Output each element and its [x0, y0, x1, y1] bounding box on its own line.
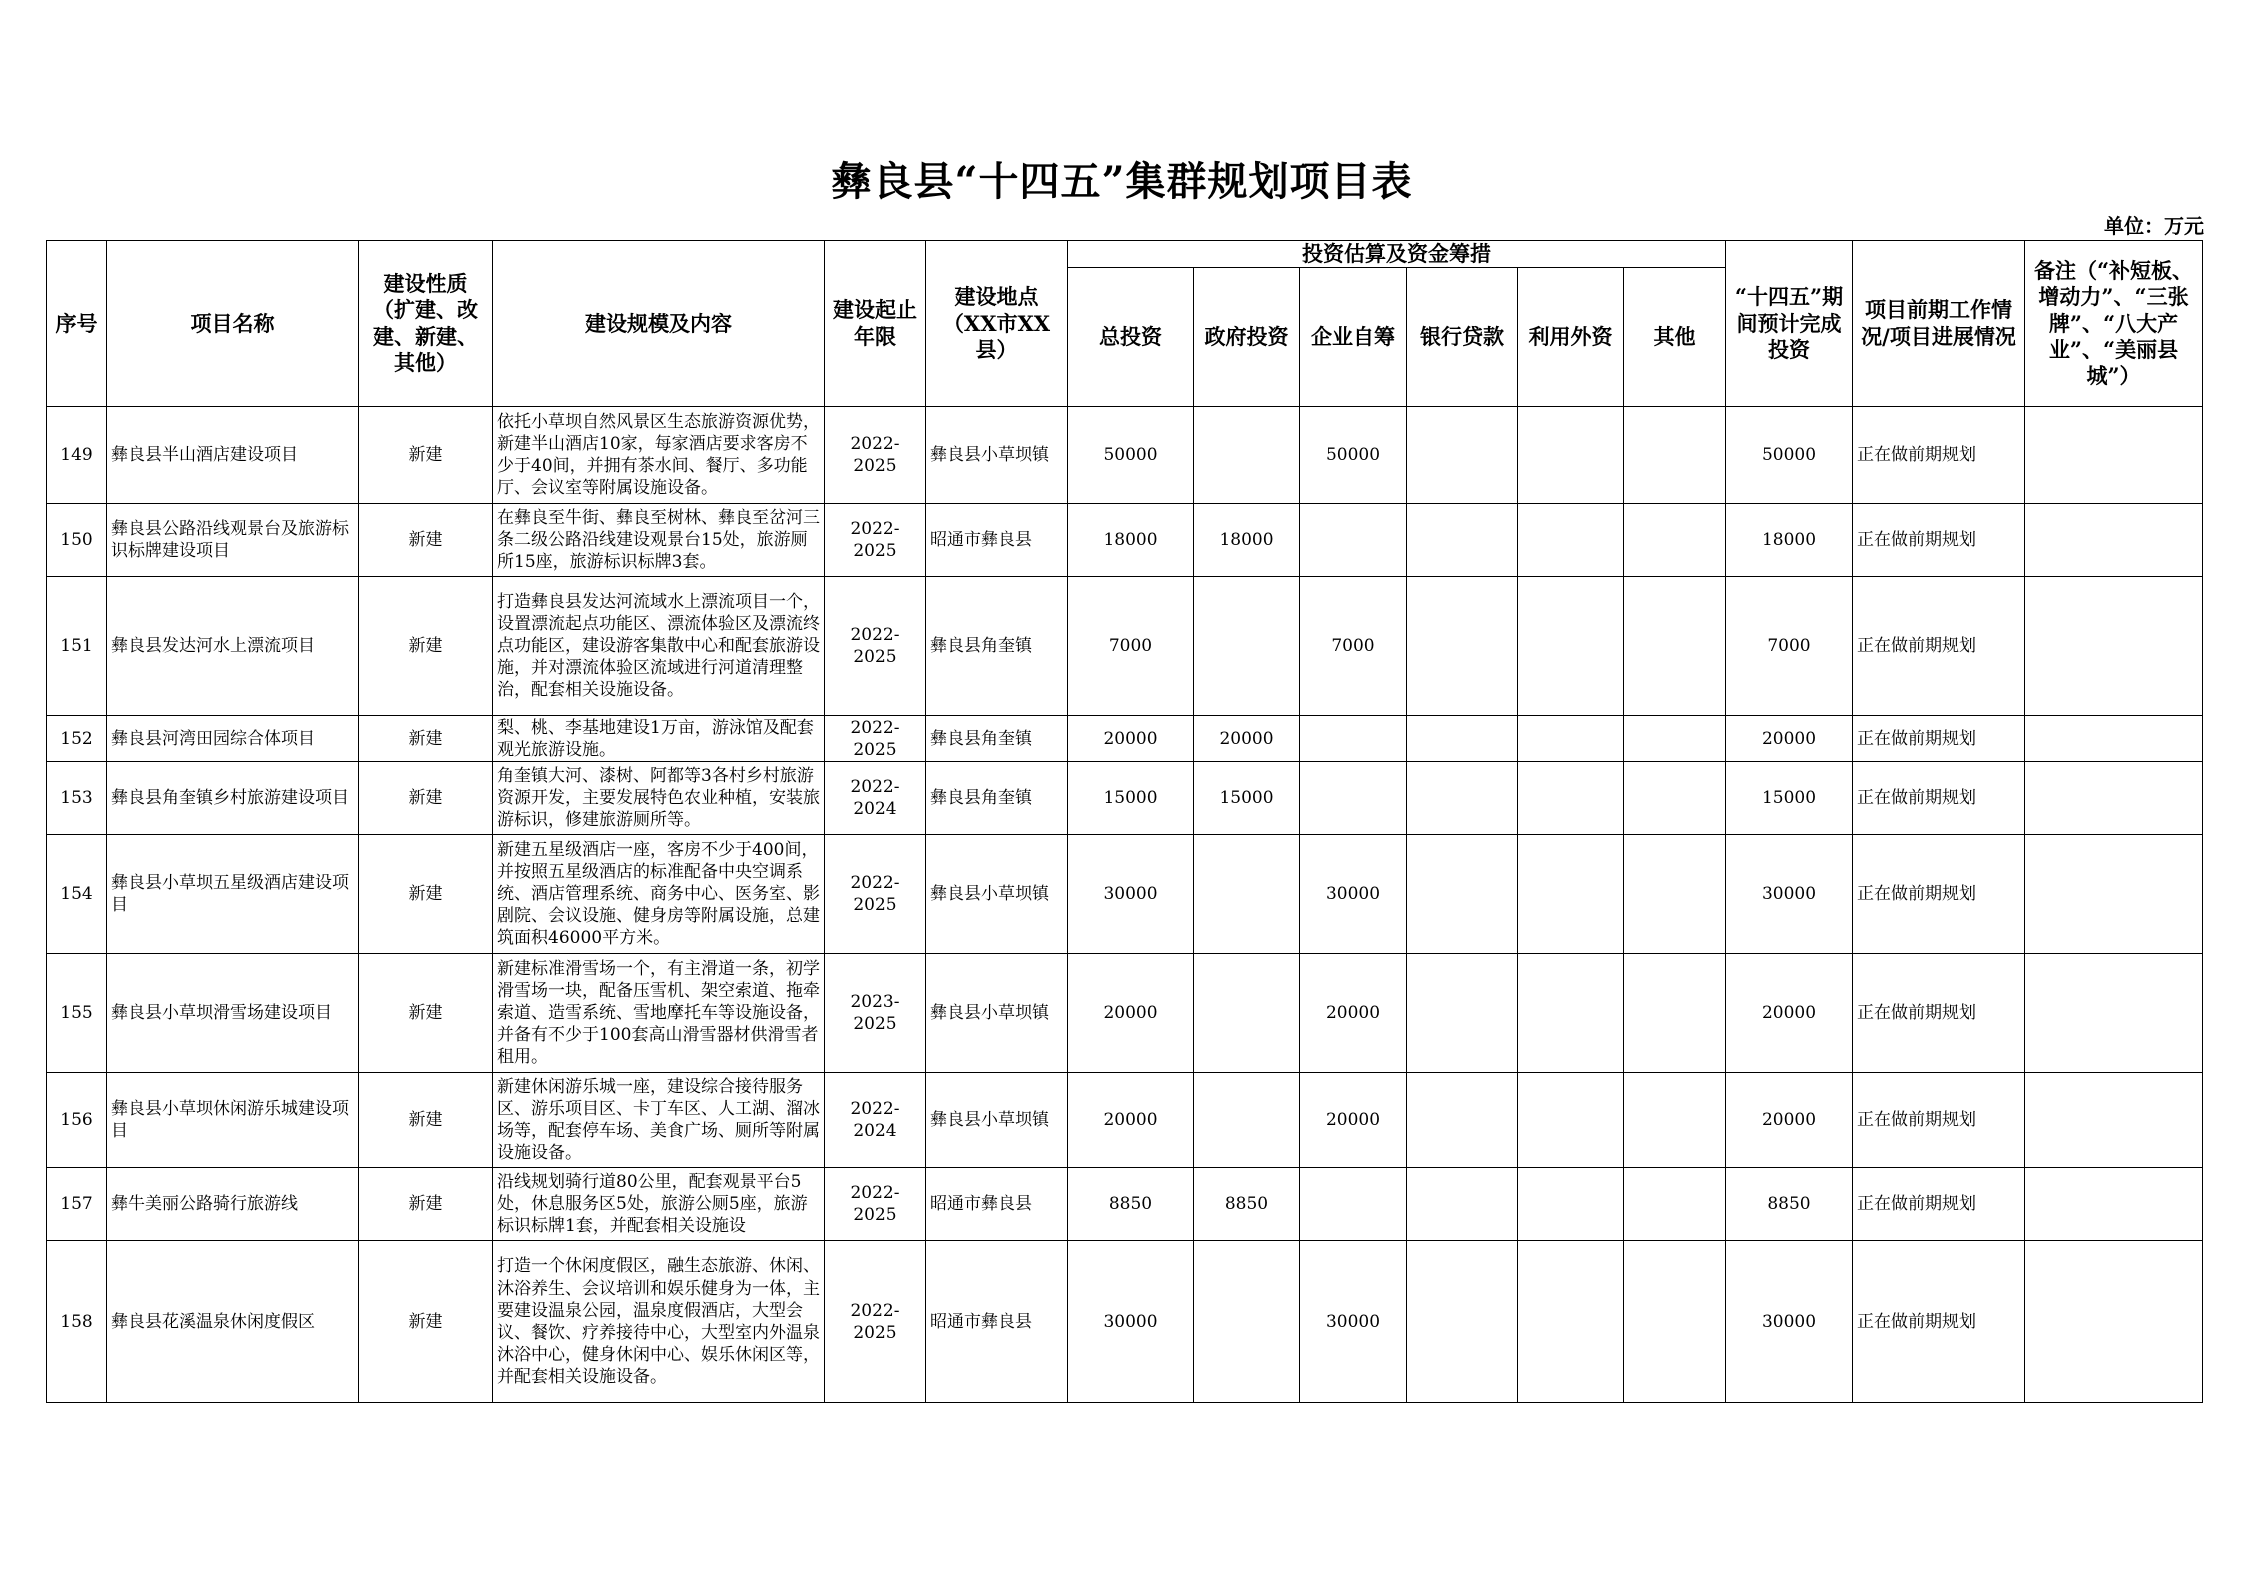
cell-remark — [2025, 1168, 2203, 1241]
cell-progress: 正在做前期规划 — [1853, 954, 2025, 1073]
header-gov: 政府投资 — [1194, 268, 1300, 407]
header-nature: 建设性质（扩建、改建、新建、其他） — [359, 241, 493, 407]
header-seq: 序号 — [47, 241, 107, 407]
cell-scale: 依托小草坝自然风景区生态旅游资源优势，新建半山酒店10家，每家酒店要求客房不少于40间，并拥有茶水间、餐厅、多功能厅、会议室等附属设施设备。 — [493, 407, 825, 504]
cell-gov: 8850 — [1194, 1168, 1300, 1241]
cell-remark — [2025, 1073, 2203, 1168]
cell-expected: 15000 — [1726, 762, 1853, 835]
table-row — [47, 1241, 2203, 1403]
cell-name: 彝牛美丽公路骑行旅游线 — [107, 1168, 359, 1241]
cell-gov — [1194, 1241, 1300, 1403]
cell-scale: 梨、桃、李基地建设1万亩，游泳馆及配套观光旅游设施。 — [493, 716, 825, 762]
cell-remark — [2025, 835, 2203, 954]
cell-remark — [2025, 1241, 2203, 1403]
cell-total: 15000 — [1068, 762, 1194, 835]
cell-remark — [2025, 954, 2203, 1073]
cell-location: 昭通市彝良县 — [926, 1168, 1068, 1241]
cell-gov — [1194, 1073, 1300, 1168]
cell-gov: 15000 — [1194, 762, 1300, 835]
cell-seq: 149 — [47, 407, 107, 504]
cell-seq: 155 — [47, 954, 107, 1073]
cell-nature: 新建 — [359, 407, 493, 504]
cell-foreign — [1518, 504, 1624, 577]
cell-scale: 新建休闲游乐城一座，建设综合接待服务区、游乐项目区、卡丁车区、人工湖、溜冰场等，配套停车场、美食广场、厕所等附属设施设备。 — [493, 1073, 825, 1168]
cell-seq: 156 — [47, 1073, 107, 1168]
cell-foreign — [1518, 1073, 1624, 1168]
table-row — [47, 577, 2203, 716]
cell-bank — [1407, 1073, 1518, 1168]
cell-enterprise: 30000 — [1300, 835, 1407, 954]
cell-progress: 正在做前期规划 — [1853, 1241, 2025, 1403]
cell-period: 2022-2025 — [825, 716, 926, 762]
cell-expected: 18000 — [1726, 504, 1853, 577]
cell-foreign — [1518, 577, 1624, 716]
header-enterprise: 企业自筹 — [1300, 268, 1407, 407]
cell-gov — [1194, 954, 1300, 1073]
cell-total: 30000 — [1068, 835, 1194, 954]
cell-foreign — [1518, 716, 1624, 762]
header-foreign: 利用外资 — [1518, 268, 1624, 407]
cell-seq: 152 — [47, 716, 107, 762]
cell-total: 30000 — [1068, 1241, 1194, 1403]
cell-progress: 正在做前期规划 — [1853, 1168, 2025, 1241]
cell-period: 2022-2025 — [825, 835, 926, 954]
cell-progress: 正在做前期规划 — [1853, 762, 2025, 835]
cell-foreign — [1518, 762, 1624, 835]
cell-nature: 新建 — [359, 504, 493, 577]
cell-total: 50000 — [1068, 407, 1194, 504]
cell-name: 彝良县河湾田园综合体项目 — [107, 716, 359, 762]
cell-period: 2022-2025 — [825, 1168, 926, 1241]
cell-other — [1624, 1241, 1726, 1403]
cell-location: 彝良县小草坝镇 — [926, 407, 1068, 504]
header-investment-group: 投资估算及资金筹措 — [1068, 241, 1726, 268]
cell-seq: 158 — [47, 1241, 107, 1403]
cell-other — [1624, 407, 1726, 504]
cell-scale: 打造一个休闲度假区，融生态旅游、休闲、沐浴养生、会议培训和娱乐健身为一体，主要建设温泉公园，温泉度假酒店，大型会议、餐饮、疗养接待中心，大型室内外温泉沐浴中心，健身休闲中心、娱乐休闲区等，并配套相关设施设备。 — [493, 1241, 825, 1403]
cell-seq: 151 — [47, 577, 107, 716]
cell-gov — [1194, 835, 1300, 954]
cell-progress: 正在做前期规划 — [1853, 716, 2025, 762]
cell-other — [1624, 954, 1726, 1073]
cell-remark — [2025, 407, 2203, 504]
cell-enterprise: 20000 — [1300, 954, 1407, 1073]
header-period: 建设起止年限 — [825, 241, 926, 407]
cell-nature: 新建 — [359, 954, 493, 1073]
cell-foreign — [1518, 1241, 1624, 1403]
project-table — [46, 240, 2203, 1403]
header-bank: 银行贷款 — [1407, 268, 1518, 407]
table-row — [47, 716, 2203, 762]
header-name: 项目名称 — [107, 241, 359, 407]
cell-enterprise: 7000 — [1300, 577, 1407, 716]
cell-total: 18000 — [1068, 504, 1194, 577]
cell-remark — [2025, 716, 2203, 762]
table-row — [47, 504, 2203, 577]
cell-bank — [1407, 835, 1518, 954]
cell-remark — [2025, 577, 2203, 716]
cell-period: 2022-2024 — [825, 762, 926, 835]
cell-remark — [2025, 504, 2203, 577]
cell-total: 8850 — [1068, 1168, 1194, 1241]
cell-scale: 角奎镇大河、漆树、阿都等3各村乡村旅游资源开发，主要发展特色农业种植，安装旅游标识，修建旅游厕所等。 — [493, 762, 825, 835]
cell-seq: 153 — [47, 762, 107, 835]
cell-foreign — [1518, 954, 1624, 1073]
header-location: 建设地点（XX市XX县） — [926, 241, 1068, 407]
cell-progress: 正在做前期规划 — [1853, 504, 2025, 577]
cell-other — [1624, 504, 1726, 577]
cell-other — [1624, 716, 1726, 762]
cell-expected: 20000 — [1726, 716, 1853, 762]
cell-period: 2022-2024 — [825, 1073, 926, 1168]
cell-bank — [1407, 1168, 1518, 1241]
table-row — [47, 1168, 2203, 1241]
cell-location: 彝良县小草坝镇 — [926, 1073, 1068, 1168]
cell-bank — [1407, 407, 1518, 504]
cell-nature: 新建 — [359, 835, 493, 954]
cell-gov — [1194, 577, 1300, 716]
cell-scale: 新建标准滑雪场一个，有主滑道一条，初学滑雪场一块，配备压雪机、架空索道、拖牵索道、造雪系统、雪地摩托车等设施设备，并备有不少于100套高山滑雪器材供滑雪者租用。 — [493, 954, 825, 1073]
cell-expected: 50000 — [1726, 407, 1853, 504]
cell-enterprise — [1300, 762, 1407, 835]
cell-nature: 新建 — [359, 1241, 493, 1403]
cell-location: 彝良县角奎镇 — [926, 716, 1068, 762]
cell-name: 彝良县发达河水上漂流项目 — [107, 577, 359, 716]
cell-location: 昭通市彝良县 — [926, 504, 1068, 577]
cell-other — [1624, 762, 1726, 835]
cell-bank — [1407, 762, 1518, 835]
table-row — [47, 954, 2203, 1073]
cell-bank — [1407, 577, 1518, 716]
cell-nature: 新建 — [359, 577, 493, 716]
cell-seq: 154 — [47, 835, 107, 954]
table-row — [47, 1073, 2203, 1168]
cell-nature: 新建 — [359, 762, 493, 835]
cell-foreign — [1518, 835, 1624, 954]
unit-label: 单位：万元 — [2104, 214, 2204, 238]
cell-location: 彝良县小草坝镇 — [926, 954, 1068, 1073]
cell-gov: 20000 — [1194, 716, 1300, 762]
cell-period: 2023-2025 — [825, 954, 926, 1073]
cell-name: 彝良县小草坝休闲游乐城建设项目 — [107, 1073, 359, 1168]
cell-period: 2022-2025 — [825, 407, 926, 504]
cell-nature: 新建 — [359, 716, 493, 762]
page-title: 彝良县“十四五”集群规划项目表 — [831, 158, 1413, 205]
cell-total: 20000 — [1068, 1073, 1194, 1168]
cell-remark — [2025, 762, 2203, 835]
cell-seq: 150 — [47, 504, 107, 577]
cell-nature: 新建 — [359, 1073, 493, 1168]
cell-expected: 30000 — [1726, 1241, 1853, 1403]
cell-name: 彝良县小草坝滑雪场建设项目 — [107, 954, 359, 1073]
cell-location: 彝良县角奎镇 — [926, 577, 1068, 716]
cell-period: 2022-2025 — [825, 504, 926, 577]
cell-gov — [1194, 407, 1300, 504]
cell-scale: 打造彝良县发达河流域水上漂流项目一个，设置漂流起点功能区、漂流体验区及漂流终点功能区，建设游客集散中心和配套旅游设施，并对漂流体验区流域进行河道清理整治，配套相关设施设备。 — [493, 577, 825, 716]
table-body — [47, 407, 2203, 1403]
cell-location: 昭通市彝良县 — [926, 1241, 1068, 1403]
cell-other — [1624, 835, 1726, 954]
cell-progress: 正在做前期规划 — [1853, 577, 2025, 716]
cell-total: 20000 — [1068, 954, 1194, 1073]
cell-scale: 新建五星级酒店一座，客房不少于400间，并按照五星级酒店的标准配备中央空调系统、酒店管理系统、商务中心、医务室、影剧院、会议设施、健身房等附属设施，总建筑面积46000平方米。 — [493, 835, 825, 954]
cell-bank — [1407, 716, 1518, 762]
cell-expected: 30000 — [1726, 835, 1853, 954]
cell-name: 彝良县花溪温泉休闲度假区 — [107, 1241, 359, 1403]
cell-other — [1624, 1073, 1726, 1168]
cell-scale: 沿线规划骑行道80公里，配套观景平台5处，休息服务区5处，旅游公厕5座，旅游标识标牌1套，并配套相关设施设 — [493, 1168, 825, 1241]
cell-enterprise: 20000 — [1300, 1073, 1407, 1168]
cell-enterprise — [1300, 504, 1407, 577]
header-remark: 备注（“补短板、增动力”、“三张牌”、“八大产业”、“美丽县城”） — [2025, 241, 2203, 407]
cell-scale: 在彝良至牛街、彝良至树林、彝良至岔河三条二级公路沿线建设观景台15处，旅游厕所15座，旅游标识标牌3套。 — [493, 504, 825, 577]
table-row — [47, 835, 2203, 954]
cell-seq: 157 — [47, 1168, 107, 1241]
cell-enterprise — [1300, 1168, 1407, 1241]
cell-name: 彝良县角奎镇乡村旅游建设项目 — [107, 762, 359, 835]
header-other: 其他 — [1624, 268, 1726, 407]
cell-other — [1624, 1168, 1726, 1241]
cell-progress: 正在做前期规划 — [1853, 1073, 2025, 1168]
cell-gov: 18000 — [1194, 504, 1300, 577]
cell-bank — [1407, 1241, 1518, 1403]
cell-enterprise: 50000 — [1300, 407, 1407, 504]
cell-location: 彝良县小草坝镇 — [926, 835, 1068, 954]
cell-name: 彝良县公路沿线观景台及旅游标识标牌建设项目 — [107, 504, 359, 577]
cell-expected: 8850 — [1726, 1168, 1853, 1241]
table-row — [47, 407, 2203, 504]
table-row — [47, 762, 2203, 835]
cell-progress: 正在做前期规划 — [1853, 835, 2025, 954]
cell-foreign — [1518, 1168, 1624, 1241]
cell-period: 2022-2025 — [825, 1241, 926, 1403]
cell-foreign — [1518, 407, 1624, 504]
cell-bank — [1407, 504, 1518, 577]
cell-bank — [1407, 954, 1518, 1073]
header-expected: “十四五”期间预计完成投资 — [1726, 241, 1853, 407]
cell-name: 彝良县半山酒店建设项目 — [107, 407, 359, 504]
header-row-1 — [47, 241, 2203, 268]
cell-total: 20000 — [1068, 716, 1194, 762]
cell-period: 2022-2025 — [825, 577, 926, 716]
header-progress: 项目前期工作情况/项目进展情况 — [1853, 241, 2025, 407]
cell-expected: 7000 — [1726, 577, 1853, 716]
cell-enterprise — [1300, 716, 1407, 762]
cell-progress: 正在做前期规划 — [1853, 407, 2025, 504]
cell-location: 彝良县角奎镇 — [926, 762, 1068, 835]
cell-nature: 新建 — [359, 1168, 493, 1241]
cell-expected: 20000 — [1726, 1073, 1853, 1168]
cell-other — [1624, 577, 1726, 716]
header-scale: 建设规模及内容 — [493, 241, 825, 407]
cell-total: 7000 — [1068, 577, 1194, 716]
header-total: 总投资 — [1068, 268, 1194, 407]
cell-expected: 20000 — [1726, 954, 1853, 1073]
cell-name: 彝良县小草坝五星级酒店建设项目 — [107, 835, 359, 954]
cell-enterprise: 30000 — [1300, 1241, 1407, 1403]
